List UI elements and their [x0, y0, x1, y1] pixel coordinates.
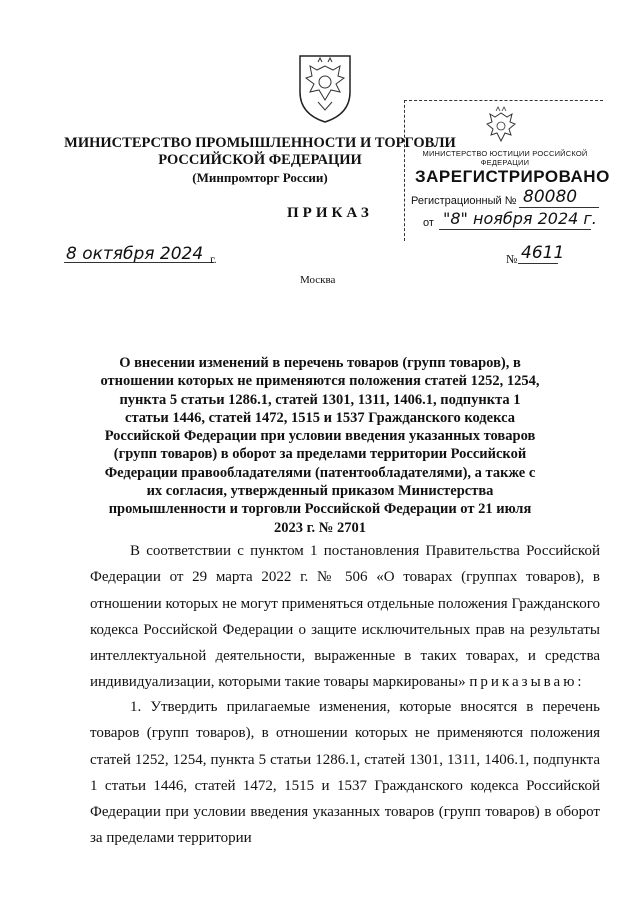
ministry-header — [60, 135, 460, 186]
order-number-handwritten: 4611 — [521, 243, 565, 263]
stamp-emblem-icon — [481, 105, 521, 149]
stamp-registered-label: ЗАРЕГИСТРИРОВАНО — [415, 167, 610, 186]
ministry-name-line1: МИНИСТЕРСТВО ПРОМЫШЛЕННОСТИ И ТОРГОВЛИ — [64, 135, 456, 151]
stamp-reg-number: 80080 — [523, 187, 578, 207]
ministry-short-name: (Минпромторг России) — [192, 170, 328, 185]
order-date-suffix: г. — [210, 252, 217, 266]
stamp-date-underline — [439, 229, 591, 230]
order-title: ПРИКАЗ — [287, 205, 373, 221]
body-paragraph-1 — [90, 538, 600, 696]
order-directive: приказываю: — [469, 674, 585, 691]
stamp-from-label: от — [423, 217, 434, 229]
stamp-reg-date: "8" ноября 2024 г. — [443, 209, 597, 228]
registration-stamp — [404, 100, 610, 241]
stamp-org-name: МИНИСТЕРСТВО ЮСТИЦИИ РОССИЙСКОЙ ФЕДЕРАЦИИ — [422, 149, 588, 167]
order-date-underline — [64, 262, 214, 263]
ministry-name-line2: РОССИЙСКОЙ ФЕДЕРАЦИИ — [158, 152, 362, 168]
stamp-number-underline — [519, 207, 599, 208]
order-number-label: № — [506, 252, 518, 266]
body-paragraph-1-text: В соответствии с пунктом 1 постановления Правительства Российской Федерации от 29 марта 2022 г. № 506 «О товарах (группах товаров), в отношении которых не могут применяться отдельные положения Гражданского кодекса Российской Федерации о защите исключительных прав на результаты интеллектуальной деятельности, выраженные в таких товарах, и средства индивидуализации, которыми такие товары маркированы» — [90, 543, 600, 691]
order-number-underline — [518, 263, 558, 264]
order-city: Москва — [300, 274, 336, 286]
body-paragraph-2: 1. Утвердить прилагаемые изменения, которые вносятся в перечень товаров (групп товаров), в отношении которых не применяются положения статей 1252, 1254, пункта 5 статьи 1286.1, статей 1301, 1311, 1406.1, подпункта 1 статьи 1446, статей 1472, 1515 и 1537 Гражданского кодекса Российской Федерации при условии введения указанных товаров (групп товаров) в оборот за пределами территории — [90, 699, 600, 847]
stamp-reg-number-label: Регистрационный № — [411, 195, 517, 207]
order-subject: О внесении изменений в перечень товаров (групп товаров), в отношении которых не применяются положения статей 1252, 1254, пункта 5 статьи 1286.1, статей 1301, 1311, 1406.1, подпункта 1 статьи 1446, статей 1472, 1515 и 1537 Гражданского кодекса Российской Федерации при условии введения указанных товаров (групп товаров) в оборот за пределами территории Российской Федерации правообладателями (патентообладателями), а также с их согласия, утвержденный приказом Министерства промышленности и торговли Российской Федерации от 21 июля 2023 г. № 2701 — [100, 355, 540, 536]
coat-of-arms-emblem-icon — [294, 52, 356, 124]
order-date-handwritten: 8 октября 2024 — [66, 244, 204, 264]
